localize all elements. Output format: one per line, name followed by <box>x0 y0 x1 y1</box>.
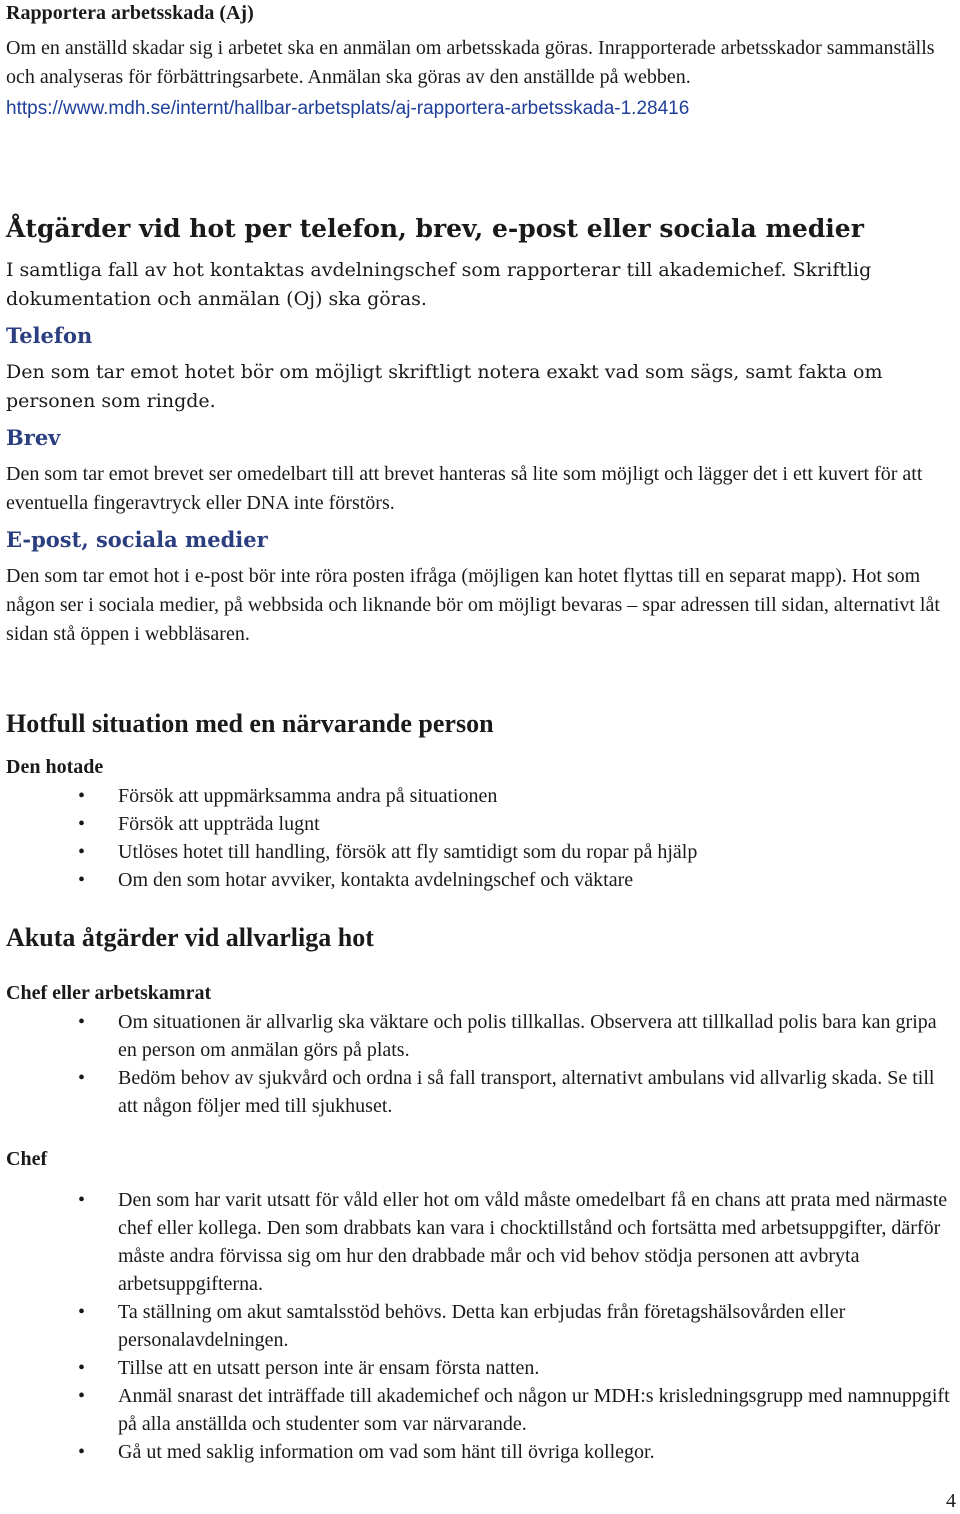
list-item: • Utlöses hotet till handling, försök att fly samtidigt som du ropar på hjälp <box>6 838 956 866</box>
list-item: • Om den som hotar avviker, kontakta avdelningschef och väktare <box>6 866 956 894</box>
list-item: • Försök att uppträda lugnt <box>6 810 956 838</box>
epost-heading: E-post, sociala medier <box>6 527 268 552</box>
aj-heading: Rapportera arbetsskada (Aj) <box>6 2 254 24</box>
list-item: • Bedöm behov av sjukvård och ordna i så fall transport, alternativt ambulans vid allvarlig skada. Se till att någon följer med till sjukhuset. <box>6 1064 956 1120</box>
list-item: • Om situationen är allvarlig ska väktare och polis tillkallas. Observera att tillkallad polis bara kan gripa en person om anmälan görs på plats. <box>6 1008 956 1064</box>
akuta-list-2 <box>6 1186 956 1466</box>
remote-intro: I samtliga fall av hot kontaktas avdelningschef som rapporterar till akademichef. Skriftlig dokumentation och anmälan (Oj) ska göras. <box>6 259 872 310</box>
list-item: • Anmäl snarast det inträffade till akademichef och någon ur MDH:s krisledningsgrupp med namnuppgift på alla anställda och studenter som var närvarande. <box>6 1382 956 1438</box>
akuta-section <box>6 920 956 1466</box>
list-item: • Tillse att en utsatt person inte är ensam första natten. <box>6 1354 956 1382</box>
chef-arbetskamrat-heading: Chef eller arbetskamrat <box>6 982 212 1004</box>
brev-body: Den som tar emot brevet ser omedelbart till att brevet hanteras så lite som möjligt och lägger det i ett kuvert för att eventuella fingeravtryck eller DNA inte förstörs. <box>6 463 923 514</box>
aj-section <box>6 0 956 120</box>
akuta-list-1 <box>6 1008 956 1120</box>
aj-report-link[interactable]: https://www.mdh.se/internt/hallbar-arbetsplats/aj-rapportera-arbetsskada-1.28416 <box>6 98 690 119</box>
chef-heading: Chef <box>6 1148 48 1170</box>
epost-body: Den som tar emot hot i e-post bör inte röra posten ifråga (möjligen kan hotet flyttas till en separat mapp). Hot som någon ser i sociala medier, på webbsida och liknande bör om möjligt bevaras – spar adressen till sidan, alternativt låt sidan stå öppen i webbläsaren. <box>6 565 940 645</box>
telefon-heading: Telefon <box>6 323 93 348</box>
akuta-heading: Akuta åtgärder vid allvarliga hot <box>6 923 374 952</box>
aj-body: Om en anställd skadar sig i arbetet ska en anmälan om arbetsskada göras. Inrapporterade arbetsskador sammanställs och analyseras för förbättringsarbete. Anmälan ska göras av den anställde på webben. <box>6 37 935 88</box>
remote-threat-section <box>6 212 956 649</box>
page-number: 4 <box>946 1490 956 1512</box>
brev-heading: Brev <box>6 425 61 450</box>
hotfull-section <box>6 706 956 894</box>
list-item: • Ta ställning om akut samtalsstöd behövs. Detta kan erbjudas från företagshälsovården eller personalavdelningen. <box>6 1298 956 1354</box>
hotfull-heading: Hotfull situation med en närvarande person <box>6 709 494 738</box>
list-item: • Den som har varit utsatt för våld eller hot om våld måste omedelbart få en chans att prata med närmaste chef eller kollega. Den som drabbats kan vara i chocktillstånd och fortsätta med arbetsuppgifter, därför måste andra förvissa sig om hur den drabbade mår och vid behov stödja personen att avbryta arbetsuppgifterna. <box>6 1186 956 1298</box>
list-item: • Gå ut med saklig information om vad som hänt till övriga kollegor. <box>6 1438 956 1466</box>
telefon-body: Den som tar emot hotet bör om möjligt skriftligt notera exakt vad som sägs, samt fakta om personen som ringde. <box>6 361 883 412</box>
remote-heading: Åtgärder vid hot per telefon, brev, e-post eller sociala medier <box>6 214 864 243</box>
den-hotade-heading: Den hotade <box>6 756 104 778</box>
list-item: • Försök att uppmärksamma andra på situationen <box>6 782 956 810</box>
hotfull-list <box>6 782 956 894</box>
